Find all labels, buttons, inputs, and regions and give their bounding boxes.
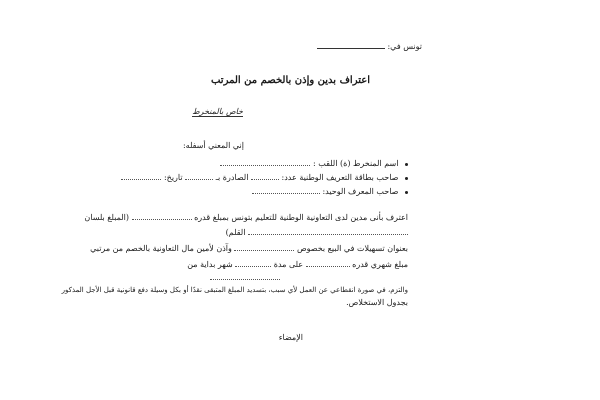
paragraph-4-cont xyxy=(346,298,408,308)
paragraph-1-text-a: اعترف بأنى مدين لدى التعاونية الوطنية للتعليم بتونس بمبلغ قدره xyxy=(194,213,408,222)
field-issued-blank xyxy=(185,172,213,180)
signature-label: الإمضاء xyxy=(278,333,303,342)
paragraph-3-text-a: مبلغ شهري قدره xyxy=(352,260,408,269)
field-unique-id xyxy=(252,186,408,197)
place-date-line xyxy=(317,41,422,52)
place-date-blank xyxy=(317,41,385,49)
paragraph-3-cont-blank xyxy=(210,272,280,280)
field-date-label: تاريخ: xyxy=(163,173,183,182)
paragraph-3-text-b: على مدة xyxy=(273,260,304,269)
intro-text: إني المعني أسفله: xyxy=(182,141,244,150)
paragraph-1-cont xyxy=(226,227,408,238)
field-unique-id-blank xyxy=(252,186,320,194)
paragraph-1 xyxy=(84,212,408,223)
paragraph-2 xyxy=(90,243,408,254)
paragraph-1-text-c: القلم) xyxy=(225,228,246,237)
paragraph-4-text-a: والتزم، في صورة انقطاعي عن العمل لأي سبب، بتسديد المبلغ المتبقى نقدًا أو بكل وسيلة دفع قانونية قبل الأجل المذكور xyxy=(61,286,408,294)
paragraph-3-blank-b xyxy=(235,259,271,267)
paragraph-3-text-c: شهر بداية من xyxy=(187,260,233,269)
paragraph-1-blank xyxy=(132,212,192,220)
field-unique-id-label: صاحب المعرف الوحيد: xyxy=(322,187,399,196)
bullet-icon xyxy=(405,177,408,180)
paragraph-2-text-b: وآذن لأمين مال التعاونية بالخصم من مرتبي xyxy=(90,244,232,253)
field-name-label: اسم المنخرط (ة) اللقب : xyxy=(313,159,399,168)
paragraph-4-text-b: بجدول الاستخلاص. xyxy=(346,298,408,307)
bullet-icon xyxy=(405,163,408,166)
document-subtitle: خاص بالمنخرط xyxy=(192,107,243,116)
paragraph-2-blank xyxy=(234,243,294,251)
place-date-label: تونس في: xyxy=(387,42,422,51)
document-title: اعتراف بدين وإذن بالخصم من المرتب xyxy=(210,75,370,86)
paragraph-1-text-b: (المبلغ بلسان xyxy=(84,213,129,222)
paragraph-1-cont-blank xyxy=(248,227,408,235)
field-name xyxy=(220,158,408,169)
paragraph-3 xyxy=(187,259,408,270)
field-id-card-blank xyxy=(251,172,279,180)
paragraph-3-cont xyxy=(210,272,280,283)
field-id-card-label: صاحب بطاقة التعريف الوطنية عدد: xyxy=(281,173,399,182)
paragraph-3-blank-a xyxy=(306,259,350,267)
field-issued-label: الصادرة بـ xyxy=(215,173,249,182)
paragraph-2-text-a: بعنوان تسهيلات في البيع بخصوص xyxy=(296,244,408,253)
field-id-card xyxy=(121,172,408,183)
bullet-icon xyxy=(405,191,408,194)
paragraph-4 xyxy=(62,285,408,295)
subtitle-wrap xyxy=(192,107,243,117)
field-date-blank xyxy=(121,172,161,180)
field-name-blank xyxy=(220,158,310,166)
